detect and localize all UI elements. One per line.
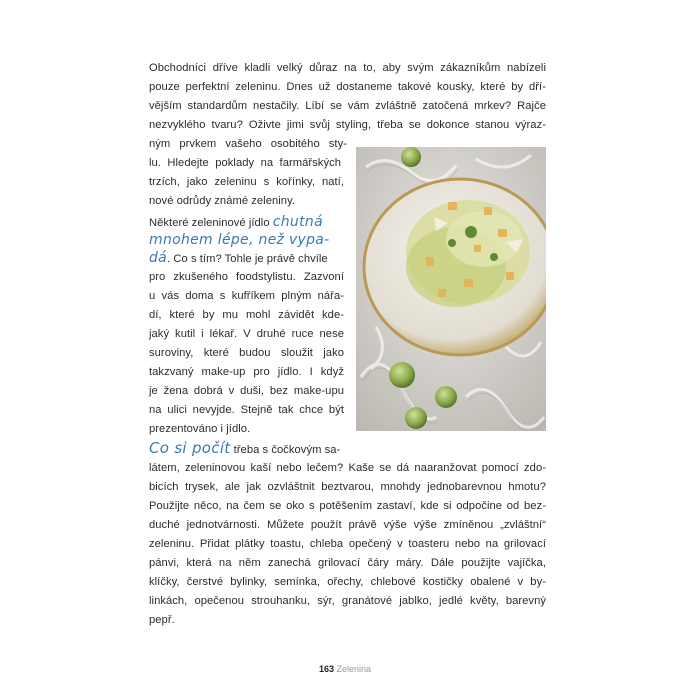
accent-text: chutná [272, 214, 323, 230]
text-span: Některé zeleninové jídlo [149, 217, 273, 229]
page-number: 163 [318, 664, 334, 674]
text-line: jaký kutil i lékař. V druhé ruce nese [149, 328, 344, 340]
text-line: látem, zeleninovou kaší nebo lečem? Kaše se dá naaranžovat pomocí zdo- [149, 462, 546, 474]
text-line: prezentováno i jídlo. [149, 423, 251, 435]
text-line [149, 251, 344, 266]
text-line: suroviny, které budou sloužit jako [149, 347, 344, 359]
accent-text: dá [149, 250, 168, 266]
text-line: pouze perfektní zeleninu. Dnes už dostaneme takové kousky, které by dří- [149, 81, 546, 93]
accent-text: Co si počít [149, 439, 231, 457]
text-line [149, 441, 340, 457]
text-line: klíčky, čerstvé bylinky, semínka, ořechy, chlebové kostičky obalené v by- [149, 576, 546, 588]
text-line: dí, které by mu mohl závidět kde- [149, 309, 344, 321]
text-line: nové odrůdy známé zeleniny. [149, 195, 296, 207]
text-line: zeleninu. Přidat plátky toastu, chleba opečený v toasteru nebo na grilovací [149, 538, 546, 550]
text-line: pánvi, která na něm zanechá grilovací čáry máry. Dále použijte vajíčka, [149, 557, 546, 569]
text-line: Obchodníci dříve kladli velký důraz na to, aby svým zákazníkům nabízeli [149, 62, 546, 74]
text-line: linkách, opečenou strouhanku, sýr, granátové jablko, jedlé květy, barevný [149, 595, 546, 607]
section-name: Zelenina [336, 664, 372, 674]
text-line: nezvyklého tvaru? Oživte jimi svůj styling, třeba se dokonce stanou výraz- [149, 119, 546, 131]
text-line: bicích trysek, ale jak ozvláštnit beztvarou, mnohdy jednobarevnou hmotu? [149, 481, 546, 493]
text-line: je žena dobrá v duši, bez make-upu [149, 385, 344, 397]
text-line [149, 215, 344, 230]
text-line: ným prvkem vašeho osobitého sty- [149, 138, 347, 150]
text-line: duché jednotvárnosti. Můžete použít právě výše výše zmíněnou „zvláštní“ [149, 519, 546, 531]
text-line: u vás doma s kufříkem plným nářa- [149, 290, 344, 302]
text-line: na ulici nevyjde. Stejně tak chce být [149, 404, 344, 416]
text-span: třeba s čočkovým sa- [230, 444, 341, 456]
text-line: trzích, jako zeleninu s kořínky, natí, [149, 176, 344, 188]
text-line [149, 233, 344, 248]
food-photo [356, 147, 546, 431]
text-line: lu. Hledejte poklady na farmářských [149, 157, 341, 169]
accent-text: mnohem lépe, než vypa- [149, 232, 330, 248]
text-line: Použijte něco, na čem se oko s potěšením zastaví, kde si odpočine od bez- [149, 500, 546, 512]
text-line: takzvaný make-up pro jídlo. I když [149, 366, 344, 378]
text-line: pro zkušeného foodstylistu. Zazvoní [149, 271, 344, 283]
text-line: vějším standardům nestačily. Líbí se vám zvláštně zatočená mrkev? Rajče [149, 100, 546, 112]
food-photo-brussels-sprouts-salad-icon [356, 147, 546, 431]
text-line: pepř. [149, 614, 175, 626]
page-footer [0, 664, 690, 674]
text-span: . Co s tím? Tohle je právě chvíle [167, 253, 328, 265]
